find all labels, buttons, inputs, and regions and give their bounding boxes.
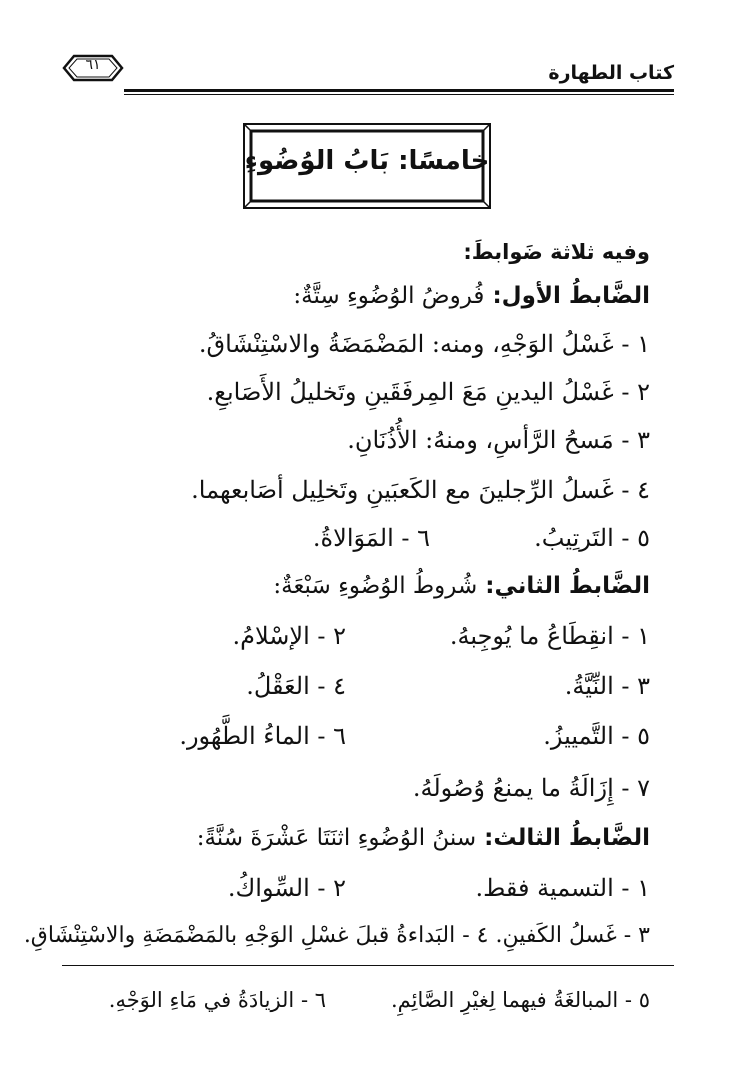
section2-item-5: ٥ - التَّمييزُ. <box>543 722 650 750</box>
section2-item-6: ٦ - الماءُ الطَّهُور. <box>179 722 346 750</box>
section1-item-5: ٥ - التَرتِيبُ. <box>534 524 650 552</box>
page-header <box>62 48 674 96</box>
section2-heading-rest: شُروطُ الوُضُوءِ سَبْعَةٌ: <box>273 573 478 599</box>
section3-heading <box>197 822 650 854</box>
section1-heading <box>293 280 650 312</box>
chapter-title: خامسًا: بَابُ الوُضُوءِ <box>244 146 490 176</box>
footnote-item-6: ٦ - الزيادَةُ في مَاءِ الوَجْهِ. <box>108 988 326 1012</box>
section1-heading-label: الضَّابطُ الأول: <box>492 283 650 309</box>
chapter-title-frame <box>242 122 492 210</box>
header-rule <box>124 89 674 92</box>
running-head: كتاب الطهارة <box>548 62 674 84</box>
footnote-rule <box>62 965 674 966</box>
footnote-item-5: ٥ - المبالغَةُ فيهما لِغيْرِ الصَّائِمِ. <box>390 988 650 1012</box>
section2-item-3: ٣ - النِّيَّةُ. <box>564 672 650 700</box>
section3-item-2: ٢ - السِّواكُ. <box>227 874 346 902</box>
section2-item-1: ١ - انقِطَاعُ ما يُوجِبهُ. <box>449 622 650 650</box>
section1-item-4: ٤ - غَسلُ الرِّجلينَ مع الكَعبَينِ وتَخلِيل أصَابعهما. <box>191 476 650 504</box>
intro-text: وفيه ثلاثة ضَوابطَ: <box>463 240 650 264</box>
section3-items-3-4: ٣ - غَسلُ الكَفينِ. ٤ - البَداءةُ قبلَ غسْلِ الوَجْهِ بالمَضْمَضَةِ والاسْتِنْشَاقِ. <box>23 923 650 948</box>
section2-heading-label: الضَّابطُ الثاني: <box>485 573 650 599</box>
section2-item-4: ٤ - العَقْلُ. <box>246 672 346 700</box>
section1-item-2: ٢ - غَسْلُ اليدينِ مَعَ المِرفَقَينِ وتَخليلُ الأَصَابعِ. <box>206 378 650 406</box>
section3-heading-label: الضَّابطُ الثالث: <box>484 825 650 851</box>
section2-item-2: ٢ - الإسْلامُ. <box>232 622 346 650</box>
header-rule-thin <box>124 94 674 95</box>
page-number-badge <box>62 54 124 82</box>
section1-item-1: ١ - غَسْلُ الوَجْهِ، ومنه: المَضْمَضَةُ والاسْتِنْشَاقُ. <box>198 330 650 358</box>
section2-item-7: ٧ - إِزَالَةُ ما يمنعُ وُصُولَهُ. <box>412 774 650 802</box>
section1-heading-rest: فُروضُ الوُضُوءِ سِتَّةٌ: <box>293 283 485 309</box>
page-number: ٦١ <box>85 57 101 73</box>
section1-item-6: ٦ - المَوَالاةُ. <box>312 524 430 552</box>
section3-heading-rest: سننُ الوُضُوءِ اثنَتَا عَشْرَةَ سُنَّةً: <box>196 825 477 851</box>
section1-item-3: ٣ - مَسحُ الرَّأسِ، ومنهُ: الأُذُنَانِ. <box>347 426 650 454</box>
section2-heading <box>273 570 650 602</box>
section3-item-1: ١ - التسمية فقط. <box>475 874 650 902</box>
